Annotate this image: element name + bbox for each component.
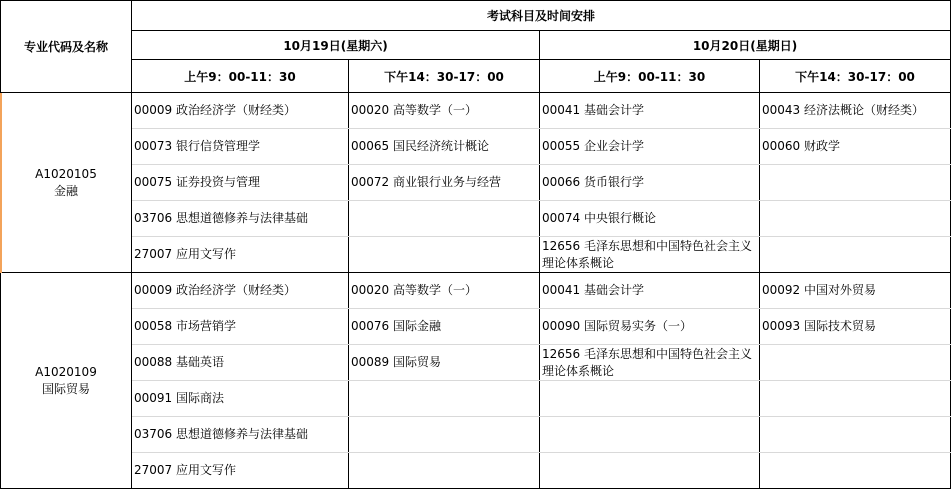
course-cell	[760, 417, 951, 453]
schedule-title: 考试科目及时间安排	[132, 1, 951, 31]
course-cell	[760, 381, 951, 417]
course-cell: 00020 高等数学（一）	[349, 93, 540, 129]
course-cell: 00075 证券投资与管理	[132, 165, 349, 201]
table-row	[1, 381, 951, 417]
course-cell: 00073 银行信贷管理学	[132, 129, 349, 165]
course-cell	[540, 381, 760, 417]
major-name: 国际贸易	[41, 381, 90, 396]
major-code: A1020109	[35, 364, 97, 379]
table-row	[1, 165, 951, 201]
course-cell: 00093 国际技术贸易	[760, 309, 951, 345]
major-name: 金融	[53, 183, 78, 198]
course-cell: 00091 国际商法	[132, 381, 349, 417]
course-cell	[760, 453, 951, 489]
course-cell	[540, 417, 760, 453]
course-cell: 00009 政治经济学（财经类）	[132, 273, 349, 309]
course-cell	[760, 237, 951, 273]
table-row	[1, 201, 951, 237]
day2-afternoon-header: 下午14：30-17：00	[760, 60, 951, 93]
course-cell: 00092 中国对外贸易	[760, 273, 951, 309]
table-row	[1, 417, 951, 453]
course-cell: 00065 国民经济统计概论	[349, 129, 540, 165]
course-cell: 00055 企业会计学	[540, 129, 760, 165]
course-cell: 00060 财政学	[760, 129, 951, 165]
course-cell	[540, 453, 760, 489]
day2-morning-header: 上午9：00-11：30	[540, 60, 760, 93]
course-cell: 12656 毛泽东思想和中国特色社会主义理论体系概论	[540, 237, 760, 273]
course-cell: 27007 应用文写作	[132, 237, 349, 273]
day1-morning-header: 上午9：00-11：30	[132, 60, 349, 93]
course-cell	[349, 417, 540, 453]
course-cell: 00041 基础会计学	[540, 93, 760, 129]
table-row	[1, 453, 951, 489]
course-cell: 00088 基础英语	[132, 345, 349, 381]
course-cell	[760, 165, 951, 201]
course-cell: 00020 高等数学（一）	[349, 273, 540, 309]
course-cell: 03706 思想道德修养与法律基础	[132, 417, 349, 453]
table-row	[1, 345, 951, 381]
day1-header: 10月19日(星期六)	[132, 31, 540, 60]
day1-afternoon-header: 下午14：30-17：00	[349, 60, 540, 93]
course-cell: 00076 国际金融	[349, 309, 540, 345]
table-row	[1, 237, 951, 273]
course-cell: 27007 应用文写作	[132, 453, 349, 489]
course-cell: 00090 国际贸易实务（一）	[540, 309, 760, 345]
major-cell	[1, 93, 132, 273]
course-cell: 00089 国际贸易	[349, 345, 540, 381]
course-cell: 00058 市场营销学	[132, 309, 349, 345]
course-cell: 12656 毛泽东思想和中国特色社会主义理论体系概论	[540, 345, 760, 381]
major-column-header: 专业代码及名称	[1, 1, 132, 93]
course-cell	[760, 345, 951, 381]
course-cell	[349, 453, 540, 489]
course-cell: 00074 中央银行概论	[540, 201, 760, 237]
day2-header: 10月20日(星期日)	[540, 31, 951, 60]
course-cell	[349, 201, 540, 237]
table-row	[1, 93, 951, 129]
course-cell: 03706 思想道德修养与法律基础	[132, 201, 349, 237]
course-cell: 00072 商业银行业务与经营	[349, 165, 540, 201]
course-cell	[760, 201, 951, 237]
table-row	[1, 129, 951, 165]
left-edge-marker	[0, 93, 2, 273]
table-row	[1, 309, 951, 345]
course-cell	[349, 237, 540, 273]
table-row	[1, 273, 951, 309]
major-cell	[1, 273, 132, 489]
course-cell: 00009 政治经济学（财经类）	[132, 93, 349, 129]
course-cell	[349, 381, 540, 417]
course-cell: 00043 经济法概论（财经类）	[760, 93, 951, 129]
major-code: A1020105	[35, 166, 97, 181]
course-cell: 00066 货币银行学	[540, 165, 760, 201]
course-cell: 00041 基础会计学	[540, 273, 760, 309]
